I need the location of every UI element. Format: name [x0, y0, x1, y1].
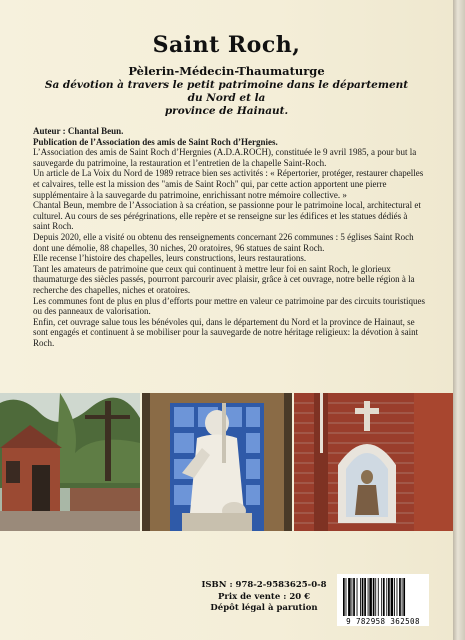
paragraph-author-bio: Chantal Beun, membre de l’Association à sa création, se passionne pour le patrimoine local, architectural et culturel. Au cours de ses pérégrinations, elle repère et se renseigne sur les édifices et les statues dédiés à saint Roch.	[33, 200, 421, 232]
book-edge	[453, 0, 465, 640]
back-cover-text	[33, 126, 425, 348]
paragraph-association: L’Association des amis de Saint Roch d’Hergnies (A.D.A.ROCH), constituée le 9 avril 1985, a pour but la sauvegarde du patrimoine, la restauration et l’entretien de la chapelle Saint-Roch.	[33, 147, 417, 168]
wall-niche-photo	[294, 393, 453, 531]
cover-tagline	[40, 79, 413, 118]
tagline-line-1: Sa dévotion à travers le petit patrimoine dans le département du Nord et la	[44, 79, 409, 104]
paragraph-press-article: Un article de La Voix du Nord de 1989 retrace bien ses activités : « Répertorier, protéger, restaurer chapelles et calvaires, telle est la mission des "amis de Saint Roch" qui, par cette action apportent une pierre supplémentaire à la sauvegarde du patrimoine, enrichissant notre mémoire collective. »	[33, 168, 424, 200]
cover-title: Saint Roch,	[152, 32, 301, 58]
book-info	[194, 580, 334, 615]
barcode-bars	[337, 574, 429, 618]
price-text: Prix de vente : 20 €	[217, 591, 311, 602]
author-line: Auteur : Chantal Beun.	[33, 126, 124, 136]
barcode-digits: 9 782958 362508	[337, 617, 429, 626]
brick-chapel-photo	[0, 393, 140, 531]
paragraph-communes: Les communes font de plus en plus d’efforts pour mettre en valeur ce patrimoine par des circuits touristiques ou des panneaux de valorisation.	[33, 295, 425, 317]
paragraph-volunteers: Enfin, cet ouvrage salue tous les bénévoles qui, dans le département du Nord et la province de Hainaut, se sont engagés et continuent à se mobiliser pour la sauvegarde de notre héritage religieux: la dévotion à saint Roch.	[33, 316, 419, 348]
photo-strip	[0, 393, 453, 531]
saint-roch-statue-photo	[142, 393, 292, 531]
tagline-line-2: province de Hainaut.	[164, 105, 289, 117]
cover-subtitle: Pèlerin-Médecin-Thaumaturge	[128, 64, 325, 78]
paragraph-history: Elle recense l’histoire des chapelles, leurs constructions, leurs restaurations.	[33, 253, 307, 264]
paragraph-census: Depuis 2020, elle a visité ou obtenu des renseignements concernant 226 communes : 5 églises Saint Roch dont une démolie, 88 chapelles, 30 niches, 20 oratoires, 96 statues de saint Roch.	[33, 231, 414, 253]
publication-line: Publication de l’Association des amis de Saint Roch d’Hergnies.	[33, 136, 278, 147]
paragraph-readers: Tant les amateurs de patrimoine que ceux qui continuent à mettre leur foi en saint Roch, le glorieux thaumaturge des siècles passés, pourront parcourir avec plaisir, grâce à cet ouvrage, notre belle région à la recherche des chapelles, niches et oratoires.	[33, 263, 415, 295]
isbn-text: ISBN : 978-2-9583625-0-8	[201, 580, 327, 590]
legal-deposit-text: Dépôt légal à parution	[210, 603, 318, 613]
